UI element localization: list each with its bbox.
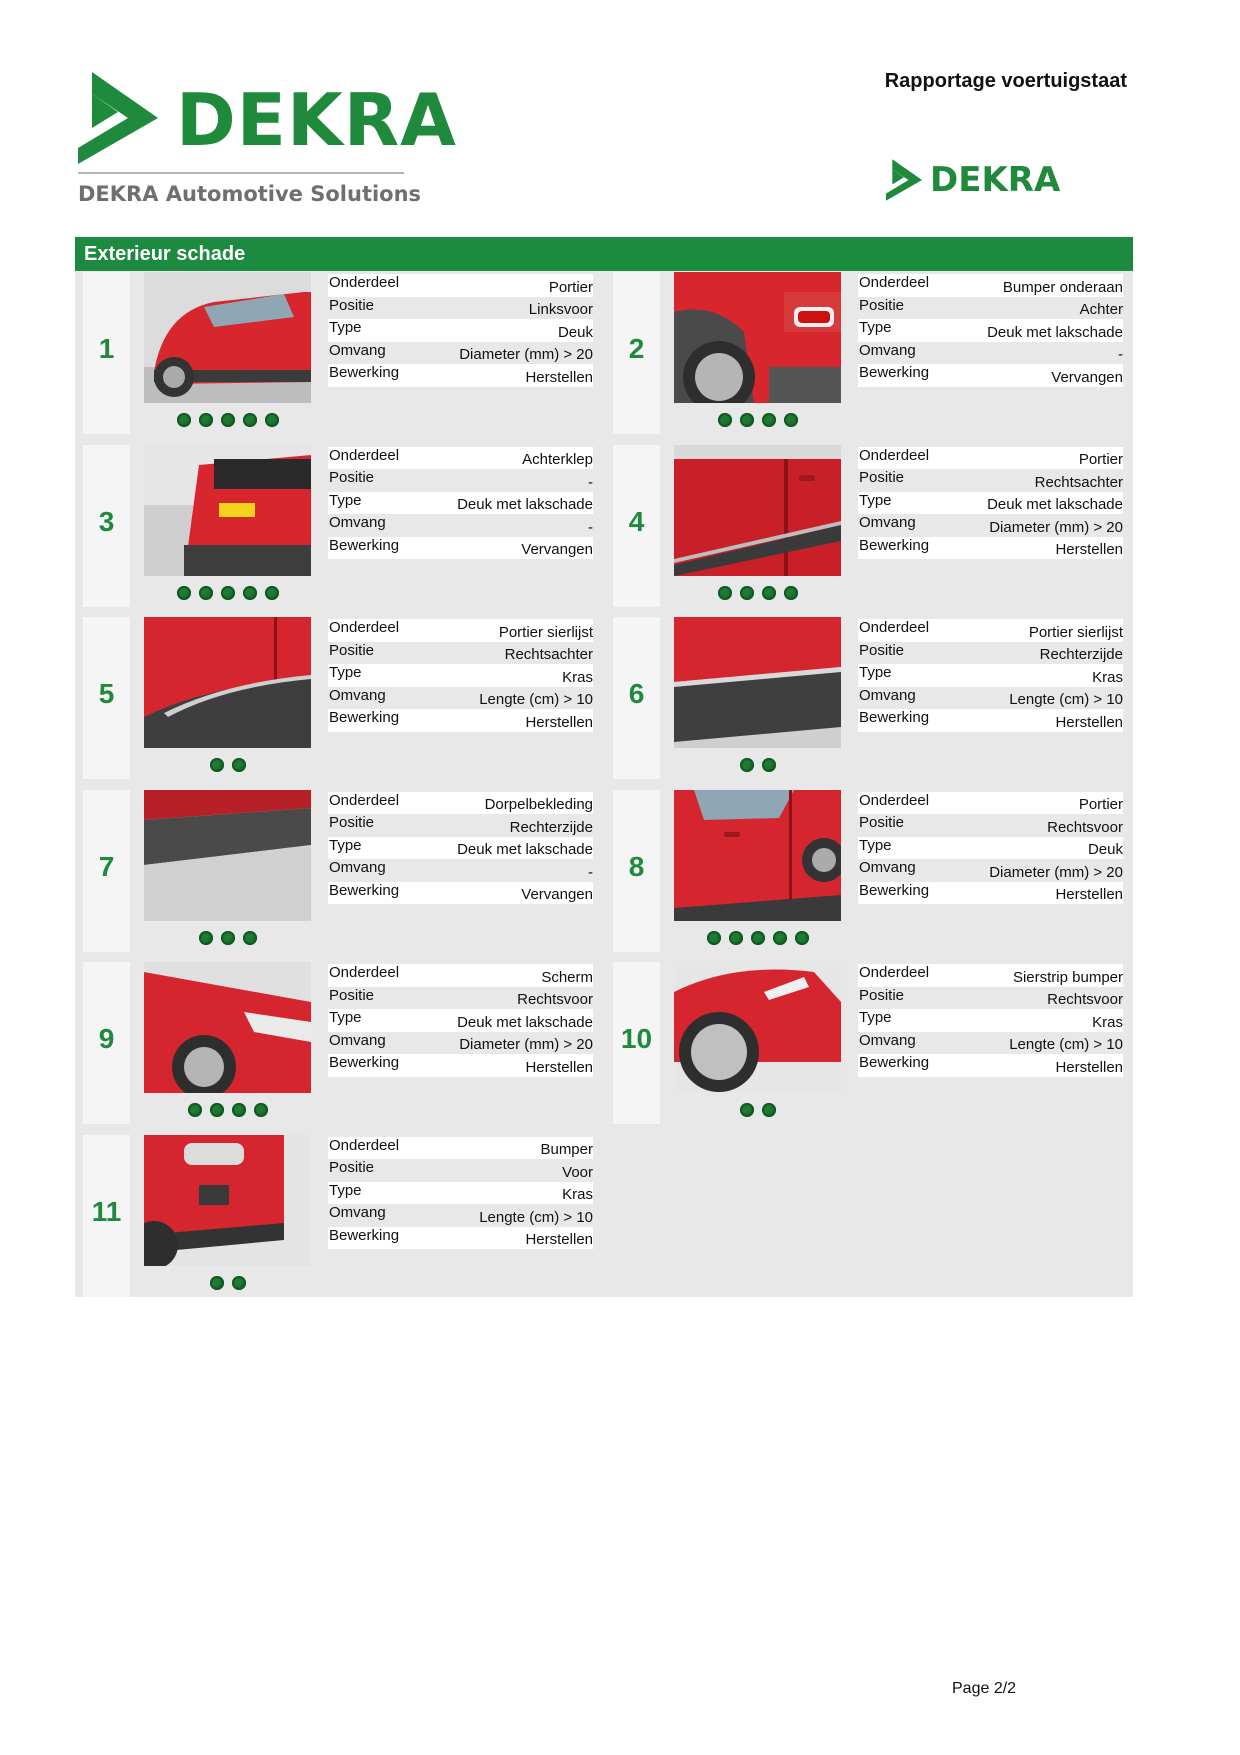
detail-value: - bbox=[588, 863, 593, 881]
damage-number-box bbox=[83, 962, 130, 1124]
detail-row-bewerking bbox=[328, 709, 593, 732]
damage-number: 3 bbox=[98, 505, 115, 537]
detail-row-onderdeel bbox=[858, 792, 1123, 815]
photo-dot[interactable] bbox=[265, 413, 279, 427]
damage-number-box bbox=[613, 790, 660, 952]
photo-dot[interactable] bbox=[762, 586, 776, 600]
detail-value: - bbox=[1118, 346, 1123, 363]
detail-value: Deuk met lakschade bbox=[987, 496, 1123, 513]
detail-row-omvang bbox=[328, 687, 593, 710]
detail-value: Deuk met lakschade bbox=[987, 323, 1123, 341]
detail-value: Deuk bbox=[557, 323, 593, 341]
detail-label: Onderdeel bbox=[329, 619, 400, 636]
detail-value: Rechtsachter bbox=[504, 646, 593, 663]
detail-row-omvang bbox=[858, 514, 1123, 537]
detail-row-omvang bbox=[858, 859, 1123, 882]
detail-row-onderdeel bbox=[858, 447, 1123, 470]
damage-number: 7 bbox=[98, 850, 115, 882]
detail-row-omvang bbox=[858, 1032, 1123, 1055]
detail-value: Herstellen bbox=[525, 1058, 593, 1076]
photo-dot[interactable] bbox=[243, 413, 257, 427]
photo-dot[interactable] bbox=[177, 586, 191, 600]
detail-label: Bewerking bbox=[329, 364, 400, 381]
detail-row-type bbox=[858, 837, 1123, 860]
damage-details bbox=[858, 274, 1123, 387]
damage-card bbox=[75, 617, 600, 783]
damage-number-box bbox=[83, 272, 130, 434]
dekra-chevron-icon bbox=[78, 72, 158, 164]
detail-label: Bewerking bbox=[859, 1054, 930, 1071]
damage-number: 8 bbox=[628, 850, 645, 882]
damage-photo[interactable] bbox=[144, 790, 311, 921]
detail-row-positie bbox=[858, 297, 1123, 320]
detail-row-omvang bbox=[328, 1032, 593, 1055]
detail-label: Omvang bbox=[329, 859, 386, 876]
detail-value: Lengte (cm) > 10 bbox=[479, 1208, 593, 1226]
photo-indicator-dots bbox=[674, 586, 841, 600]
damage-number-box bbox=[613, 445, 660, 607]
damage-details bbox=[858, 447, 1123, 560]
logo-wordmark: DEKRA bbox=[176, 78, 457, 162]
photo-indicator-dots bbox=[144, 1103, 311, 1117]
damage-number: 11 bbox=[91, 1195, 122, 1227]
detail-value: Rechtsvoor bbox=[1047, 991, 1123, 1008]
detail-label: Omvang bbox=[859, 341, 916, 359]
detail-row-bewerking bbox=[858, 537, 1123, 560]
photo-dot[interactable] bbox=[254, 1103, 268, 1117]
detail-value: Lengte (cm) > 10 bbox=[479, 691, 593, 708]
damage-photo[interactable] bbox=[144, 617, 311, 748]
damage-photo[interactable] bbox=[674, 790, 841, 921]
photo-dot[interactable] bbox=[762, 413, 776, 427]
detail-row-positie bbox=[328, 987, 593, 1010]
detail-value: Portier bbox=[548, 278, 593, 296]
photo-dot[interactable] bbox=[210, 758, 224, 772]
detail-label: Positie bbox=[329, 296, 375, 314]
detail-row-bewerking bbox=[858, 364, 1123, 387]
damage-grid bbox=[75, 271, 1133, 1297]
detail-row-bewerking bbox=[328, 1054, 593, 1077]
detail-label: Onderdeel bbox=[329, 274, 400, 291]
damage-photo[interactable] bbox=[674, 272, 841, 403]
detail-label: Omvang bbox=[329, 341, 386, 359]
detail-label: Type bbox=[859, 1009, 892, 1026]
detail-label: Onderdeel bbox=[859, 274, 930, 291]
detail-row-onderdeel bbox=[328, 274, 593, 297]
photo-dot[interactable] bbox=[232, 1276, 246, 1290]
damage-card bbox=[75, 1135, 600, 1301]
damage-details bbox=[328, 274, 593, 387]
detail-row-type bbox=[328, 492, 593, 515]
detail-row-bewerking bbox=[858, 1054, 1123, 1077]
detail-value: Portier sierlijst bbox=[498, 623, 593, 641]
detail-value: Herstellen bbox=[1055, 541, 1123, 558]
detail-row-omvang bbox=[328, 342, 593, 365]
detail-value: Rechtsvoor bbox=[1047, 818, 1123, 836]
detail-value: Portier bbox=[1078, 451, 1123, 468]
detail-label: Onderdeel bbox=[329, 964, 400, 981]
detail-value: Linksvoor bbox=[528, 301, 593, 318]
photo-dot[interactable] bbox=[740, 1103, 754, 1117]
damage-photo[interactable] bbox=[674, 445, 841, 576]
section-header bbox=[75, 237, 1133, 271]
detail-row-type bbox=[858, 664, 1123, 687]
detail-value: Herstellen bbox=[525, 1231, 593, 1248]
detail-value: Kras bbox=[1092, 668, 1123, 686]
damage-details bbox=[328, 1137, 593, 1250]
damage-card bbox=[605, 962, 1130, 1128]
detail-row-onderdeel bbox=[858, 619, 1123, 642]
damage-card bbox=[75, 445, 600, 611]
dekra-logo bbox=[78, 72, 457, 212]
photo-dot[interactable] bbox=[188, 1103, 202, 1117]
detail-label: Omvang bbox=[329, 514, 386, 531]
detail-row-omvang bbox=[328, 1204, 593, 1227]
detail-value: Achterklep bbox=[522, 451, 593, 468]
dekra-chevron-small-icon bbox=[886, 158, 922, 202]
photo-dot[interactable] bbox=[232, 1103, 246, 1117]
detail-value: Diameter (mm) > 20 bbox=[989, 518, 1123, 536]
detail-label: Onderdeel bbox=[859, 791, 930, 809]
detail-label: Positie bbox=[329, 1159, 375, 1176]
photo-dot[interactable] bbox=[773, 931, 787, 945]
detail-label: Omvang bbox=[329, 1031, 386, 1049]
detail-row-onderdeel bbox=[328, 1137, 593, 1160]
detail-value: Rechterzijde bbox=[1039, 646, 1123, 663]
detail-row-onderdeel bbox=[328, 447, 593, 470]
detail-value: Deuk bbox=[1087, 841, 1123, 858]
damage-photo[interactable] bbox=[144, 445, 311, 576]
detail-value: Vervangen bbox=[521, 886, 593, 903]
logo-small-wordmark: DEKRA bbox=[930, 160, 1061, 200]
detail-value: Sierstrip bumper bbox=[1012, 968, 1123, 986]
detail-label: Onderdeel bbox=[329, 1136, 400, 1154]
detail-value: - bbox=[588, 518, 593, 536]
damage-number-box bbox=[613, 272, 660, 434]
damage-details bbox=[858, 964, 1123, 1077]
photo-dot[interactable] bbox=[177, 413, 191, 427]
detail-row-type bbox=[858, 1009, 1123, 1032]
damage-number-box bbox=[83, 1135, 130, 1297]
photo-dot[interactable] bbox=[221, 586, 235, 600]
detail-row-bewerking bbox=[328, 537, 593, 560]
detail-label: Bewerking bbox=[329, 709, 400, 726]
damage-card bbox=[75, 272, 600, 438]
detail-label: Bewerking bbox=[329, 1226, 400, 1244]
detail-row-omvang bbox=[858, 342, 1123, 365]
photo-indicator-dots bbox=[674, 931, 841, 945]
photo-indicator-dots bbox=[674, 758, 841, 772]
damage-number-box bbox=[83, 445, 130, 607]
detail-label: Onderdeel bbox=[859, 619, 930, 636]
damage-details bbox=[328, 792, 593, 905]
detail-value: Rechterzijde bbox=[509, 818, 593, 836]
damage-card bbox=[605, 445, 1130, 611]
damage-number: 4 bbox=[628, 505, 645, 537]
detail-row-type bbox=[328, 837, 593, 860]
photo-dot[interactable] bbox=[265, 586, 279, 600]
damage-photo[interactable] bbox=[674, 962, 841, 1093]
logo-divider bbox=[78, 172, 404, 174]
photo-dot[interactable] bbox=[718, 413, 732, 427]
damage-card bbox=[75, 790, 600, 956]
detail-row-bewerking bbox=[328, 882, 593, 905]
detail-row-bewerking bbox=[328, 364, 593, 387]
detail-row-positie bbox=[328, 642, 593, 665]
detail-value: Diameter (mm) > 20 bbox=[459, 1036, 593, 1053]
damage-card bbox=[75, 962, 600, 1128]
damage-number-box bbox=[83, 617, 130, 779]
damage-details bbox=[328, 619, 593, 732]
damage-details bbox=[328, 964, 593, 1077]
detail-row-positie bbox=[858, 814, 1123, 837]
detail-label: Onderdeel bbox=[859, 446, 930, 464]
damage-number-box bbox=[613, 962, 660, 1124]
photo-dot[interactable] bbox=[221, 931, 235, 945]
detail-row-onderdeel bbox=[328, 619, 593, 642]
detail-label: Positie bbox=[329, 641, 375, 659]
detail-value: Diameter (mm) > 20 bbox=[459, 346, 593, 363]
detail-label: Bewerking bbox=[859, 536, 930, 554]
photo-indicator-dots bbox=[144, 586, 311, 600]
photo-dot[interactable] bbox=[795, 931, 809, 945]
detail-label: Omvang bbox=[329, 686, 386, 704]
photo-dot[interactable] bbox=[243, 931, 257, 945]
detail-row-type bbox=[328, 1009, 593, 1032]
detail-row-bewerking bbox=[858, 882, 1123, 905]
photo-dot[interactable] bbox=[740, 413, 754, 427]
detail-value: Herstellen bbox=[1055, 886, 1123, 903]
detail-value: Voor bbox=[562, 1163, 593, 1181]
detail-label: Type bbox=[329, 836, 362, 854]
detail-label: Positie bbox=[859, 469, 905, 486]
detail-value: Kras bbox=[562, 668, 593, 686]
detail-row-onderdeel bbox=[858, 274, 1123, 297]
detail-value: Deuk met lakschade bbox=[457, 496, 593, 513]
detail-row-type bbox=[858, 492, 1123, 515]
detail-value: Kras bbox=[1092, 1013, 1123, 1031]
detail-value: Herstellen bbox=[525, 368, 593, 386]
detail-value: Bumper onderaan bbox=[1002, 278, 1123, 296]
damage-photo[interactable] bbox=[674, 617, 841, 748]
detail-value: Diameter (mm) > 20 bbox=[989, 863, 1123, 881]
photo-dot[interactable] bbox=[199, 413, 213, 427]
photo-dot[interactable] bbox=[740, 758, 754, 772]
photo-dot[interactable] bbox=[210, 1103, 224, 1117]
detail-value: Herstellen bbox=[1055, 1058, 1123, 1076]
photo-dot[interactable] bbox=[221, 413, 235, 427]
detail-label: Omvang bbox=[859, 514, 916, 531]
detail-label: Type bbox=[329, 319, 362, 336]
photo-indicator-dots bbox=[144, 413, 311, 427]
photo-dot[interactable] bbox=[762, 1103, 776, 1117]
detail-row-type bbox=[328, 319, 593, 342]
detail-row-type bbox=[328, 1182, 593, 1205]
detail-label: Positie bbox=[859, 986, 905, 1004]
detail-value: Rechtsachter bbox=[1034, 473, 1123, 491]
detail-row-positie bbox=[328, 297, 593, 320]
damage-number-box bbox=[83, 790, 130, 952]
damage-photo[interactable] bbox=[144, 962, 311, 1093]
detail-label: Positie bbox=[329, 469, 375, 486]
photo-dot[interactable] bbox=[751, 931, 765, 945]
detail-value: Scherm bbox=[541, 968, 593, 986]
photo-indicator-dots bbox=[144, 758, 311, 772]
detail-label: Type bbox=[859, 836, 892, 854]
detail-label: Bewerking bbox=[859, 364, 930, 381]
detail-label: Omvang bbox=[859, 1031, 916, 1049]
detail-label: Onderdeel bbox=[329, 446, 400, 464]
detail-label: Bewerking bbox=[329, 1054, 400, 1071]
photo-indicator-dots bbox=[674, 1103, 841, 1117]
photo-dot[interactable] bbox=[243, 586, 257, 600]
damage-details bbox=[858, 619, 1123, 732]
photo-dot[interactable] bbox=[707, 931, 721, 945]
detail-row-positie bbox=[328, 814, 593, 837]
detail-value: Vervangen bbox=[1051, 368, 1123, 386]
detail-label: Positie bbox=[859, 296, 905, 314]
photo-dot[interactable] bbox=[199, 931, 213, 945]
detail-label: Omvang bbox=[859, 686, 916, 704]
detail-row-type bbox=[328, 664, 593, 687]
damage-number: 2 bbox=[628, 333, 645, 364]
detail-value: Vervangen bbox=[521, 541, 593, 558]
damage-details bbox=[858, 792, 1123, 905]
detail-label: Type bbox=[859, 664, 892, 681]
section-title: Exterieur schade bbox=[84, 243, 246, 265]
detail-value: Achter bbox=[1079, 301, 1123, 318]
detail-row-positie bbox=[328, 469, 593, 492]
detail-row-positie bbox=[328, 1159, 593, 1182]
photo-dot[interactable] bbox=[740, 586, 754, 600]
detail-value: Deuk met lakschade bbox=[457, 1013, 593, 1031]
logo-subtitle: DEKRA Automotive Solutions bbox=[78, 182, 422, 206]
damage-number: 5 bbox=[98, 678, 115, 709]
detail-row-onderdeel bbox=[328, 964, 593, 987]
detail-value: Dorpelbekleding bbox=[484, 796, 593, 813]
report-title: Rapportage voertuigstaat bbox=[884, 70, 1127, 92]
detail-row-bewerking bbox=[328, 1227, 593, 1250]
detail-row-omvang bbox=[328, 514, 593, 537]
detail-label: Positie bbox=[329, 814, 375, 831]
detail-label: Onderdeel bbox=[329, 791, 400, 809]
detail-row-positie bbox=[858, 642, 1123, 665]
damage-number: 9 bbox=[98, 1023, 115, 1054]
detail-row-bewerking bbox=[858, 709, 1123, 732]
photo-dot[interactable] bbox=[232, 758, 246, 772]
photo-indicator-dots bbox=[674, 413, 841, 427]
detail-label: Positie bbox=[329, 986, 375, 1004]
detail-label: Omvang bbox=[329, 1204, 386, 1221]
detail-label: Type bbox=[859, 319, 892, 336]
detail-row-omvang bbox=[858, 687, 1123, 710]
detail-row-positie bbox=[858, 987, 1123, 1010]
page-number: Page 2/2 bbox=[952, 1680, 1017, 1697]
detail-label: Bewerking bbox=[859, 709, 930, 726]
detail-label: Bewerking bbox=[859, 881, 930, 899]
detail-value: Kras bbox=[562, 1186, 593, 1203]
damage-card bbox=[605, 272, 1130, 438]
detail-row-onderdeel bbox=[858, 964, 1123, 987]
damage-number: 10 bbox=[620, 1023, 653, 1054]
damage-photo[interactable] bbox=[144, 1135, 311, 1266]
detail-row-omvang bbox=[328, 859, 593, 882]
photo-dot[interactable] bbox=[784, 586, 798, 600]
detail-row-type bbox=[858, 319, 1123, 342]
detail-label: Positie bbox=[859, 814, 905, 831]
detail-value: Herstellen bbox=[1055, 713, 1123, 731]
detail-value: Portier bbox=[1078, 796, 1123, 813]
detail-label: Type bbox=[329, 1181, 362, 1199]
detail-label: Bewerking bbox=[329, 536, 400, 554]
detail-label: Type bbox=[329, 664, 362, 681]
detail-row-onderdeel bbox=[328, 792, 593, 815]
damage-number-box bbox=[613, 617, 660, 779]
damage-card bbox=[605, 617, 1130, 783]
photo-indicator-dots bbox=[144, 931, 311, 945]
photo-indicator-dots bbox=[144, 1276, 311, 1290]
damage-card bbox=[605, 790, 1130, 956]
detail-label: Type bbox=[329, 1009, 362, 1026]
photo-dot[interactable] bbox=[784, 413, 798, 427]
dekra-logo-small bbox=[886, 158, 1061, 204]
photo-dot[interactable] bbox=[729, 931, 743, 945]
detail-label: Positie bbox=[859, 641, 905, 659]
photo-dot[interactable] bbox=[210, 1276, 224, 1290]
damage-details bbox=[328, 447, 593, 560]
detail-label: Omvang bbox=[859, 859, 916, 876]
photo-dot[interactable] bbox=[718, 586, 732, 600]
damage-number: 6 bbox=[628, 678, 645, 709]
detail-row-positie bbox=[858, 469, 1123, 492]
detail-value: Bumper bbox=[540, 1141, 593, 1158]
detail-value: - bbox=[588, 473, 593, 491]
detail-value: Lengte (cm) > 10 bbox=[1009, 691, 1123, 708]
detail-label: Type bbox=[329, 491, 362, 509]
detail-label: Type bbox=[859, 491, 892, 509]
detail-value: Herstellen bbox=[525, 713, 593, 731]
detail-label: Onderdeel bbox=[859, 964, 930, 981]
photo-dot[interactable] bbox=[762, 758, 776, 772]
detail-value: Lengte (cm) > 10 bbox=[1009, 1036, 1123, 1053]
detail-value: Rechtsvoor bbox=[517, 991, 593, 1008]
detail-label: Bewerking bbox=[329, 881, 400, 899]
detail-value: Portier sierlijst bbox=[1028, 623, 1123, 641]
damage-photo[interactable] bbox=[144, 272, 311, 403]
damage-number: 1 bbox=[98, 333, 115, 364]
photo-dot[interactable] bbox=[199, 586, 213, 600]
detail-value: Deuk met lakschade bbox=[457, 841, 593, 858]
